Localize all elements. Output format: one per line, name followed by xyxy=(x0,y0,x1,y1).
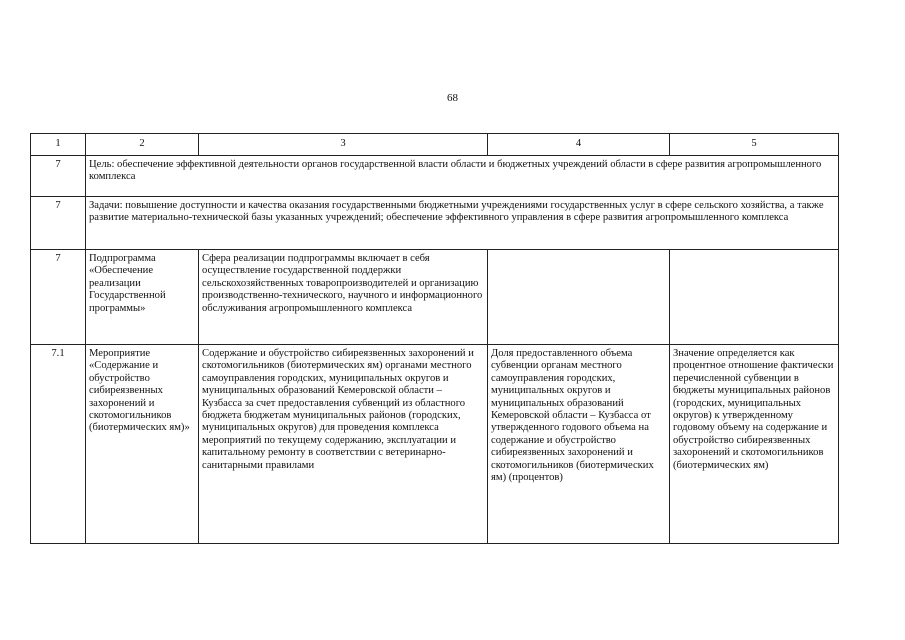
header-cell-3: 3 xyxy=(199,134,488,156)
goal-row-number: 7 xyxy=(31,156,86,197)
tasks-text: Задачи: повышение доступности и качества оказания государственными бюджетными учреждениями государственных услуг в сфере сельского хозяйства, а также развитие материально-технической базы указанных учреждений; обеспечение эффективного управления в сфере развития агропромышленного комплекса xyxy=(86,197,839,250)
program-table xyxy=(30,133,839,544)
subprogram-row xyxy=(31,250,839,345)
measure-row xyxy=(31,345,839,544)
goal-text: Цель: обеспечение эффективной деятельности органов государственной власти области и бюджетных учреждений области в сфере развития агропромышленного комплекса xyxy=(86,156,839,197)
measure-method: Значение определяется как процентное отношение фактически перечисленной субвенции в бюджеты муниципальных районов (городских, муниципальных округов) к утвержденному годовому объему на содержание и обустройство сибиреязвенных захоронений и скотомогильников (биотермических ям) xyxy=(670,345,839,544)
subprogram-name: Подпрограмма «Обеспечение реализации Государственной программы» xyxy=(86,250,199,345)
tasks-row xyxy=(31,197,839,250)
subprogram-indicator xyxy=(488,250,670,345)
header-cell-4: 4 xyxy=(488,134,670,156)
page-number: 68 xyxy=(447,92,458,104)
header-cell-1: 1 xyxy=(31,134,86,156)
subprogram-scope: Сфера реализации подпрограммы включает в себя осуществление государственной поддержки сельскохозяйственных товаропроизводителей и организацию производственно-технического, научного и информационного обслуживания агропромышленного комплекса xyxy=(199,250,488,345)
measure-row-number: 7.1 xyxy=(31,345,86,544)
measure-scope: Содержание и обустройство сибиреязвенных захоронений и скотомогильников (биотермических ям) органами местного самоуправления городских, муниципальных округов и муниципальных образований Кемеровской области – Кузбасса за счет предоставления субвенций из областного бюджета бюджетам муниципальных районов (городских, муниципальных округов) для проведения комплекса мероприятий по текущему содержанию, эксплуатации и капитальному ремонту в соответствии с ветеринарно-санитарными правилами xyxy=(199,345,488,544)
goal-row xyxy=(31,156,839,197)
tasks-row-number: 7 xyxy=(31,197,86,250)
header-row xyxy=(31,134,839,156)
header-cell-5: 5 xyxy=(670,134,839,156)
measure-indicator: Доля предоставленного объема субвенции органам местного самоуправления городских, муниципальных округов и муниципальных образований Кемеровской области – Кузбасса от утвержденного годового объема на содержание и обустройство сибиреязвенных захоронений и скотомогильников (биотермических ям) (процентов) xyxy=(488,345,670,544)
header-cell-2: 2 xyxy=(86,134,199,156)
measure-name: Мероприятие «Содержание и обустройство сибиреязвенных захоронений и скотомогильников (биотермических ям)» xyxy=(86,345,199,544)
subprogram-method xyxy=(670,250,839,345)
subprogram-row-number: 7 xyxy=(31,250,86,345)
